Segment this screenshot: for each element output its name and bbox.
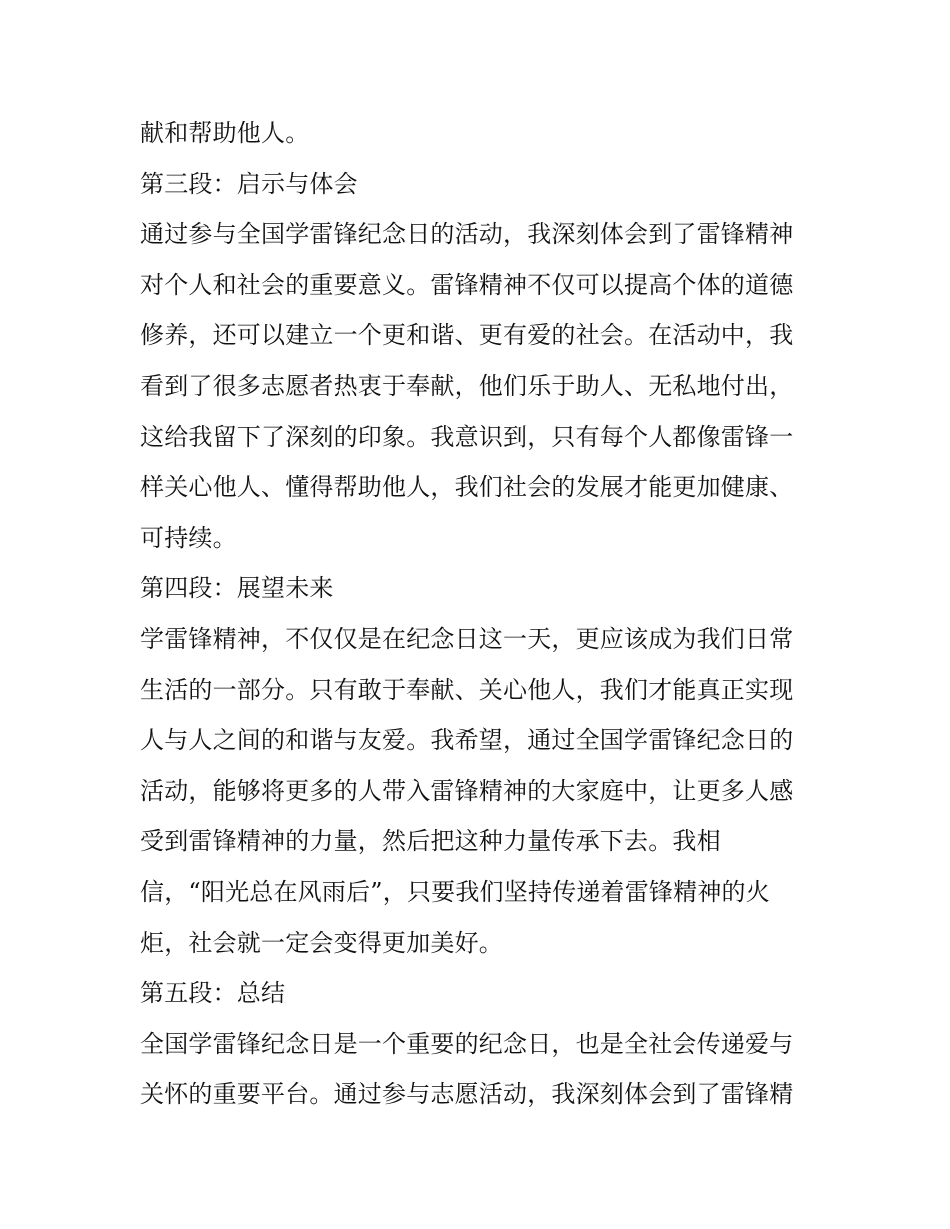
text-line: 炬，社会就一定会变得更加美好。 [140,928,503,957]
text-line: 活动，能够将更多的人带入雷锋精神的大家庭中，让更多人感 [140,776,794,805]
text-line: 学雷锋精神，不仅仅是在纪念日这一天，更应该成为我们日常 [140,624,794,653]
text-line: 信，“阳光总在风雨后”，只要我们坚持传递着雷锋精神的火 [140,877,770,906]
text-line: 这给我留下了深刻的印象。我意识到，只有每个人都像雷锋一 [140,422,794,451]
text-line: 关怀的重要平台。通过参与志愿活动，我深刻体会到了雷锋精 [140,1080,794,1109]
section-heading: 第五段：总结 [140,979,286,1008]
text-line: 全国学雷锋纪念日是一个重要的纪念日，也是全社会传递爱与 [140,1029,794,1058]
text-line: 生活的一部分。只有敢于奉献、关心他人，我们才能真正实现 [140,675,794,704]
text-line: 样关心他人、懂得帮助他人，我们社会的发展才能更加健康、 [140,473,794,502]
text-line: 可持续。 [140,523,237,552]
text-line: 通过参与全国学雷锋纪念日的活动，我深刻体会到了雷锋精神 [140,220,794,249]
text-line: 对个人和社会的重要意义。雷锋精神不仅可以提高个体的道德 [140,270,794,299]
section-heading: 第四段：展望未来 [140,574,334,603]
text-line: 修养，还可以建立一个更和谐、更有爱的社会。在活动中，我 [140,321,794,350]
text-line: 看到了很多志愿者热衷于奉献，他们乐于助人、无私地付出， [140,371,794,400]
text-line: 受到雷锋精神的力量，然后把这种力量传承下去。我相 [140,827,721,856]
text-line: 献和帮助他人。 [140,119,310,147]
document-body [140,108,840,1120]
text-line: 人与人之间的和谐与友爱。我希望，通过全国学雷锋纪念日的 [140,726,794,755]
section-heading: 第三段：启示与体会 [140,169,358,198]
